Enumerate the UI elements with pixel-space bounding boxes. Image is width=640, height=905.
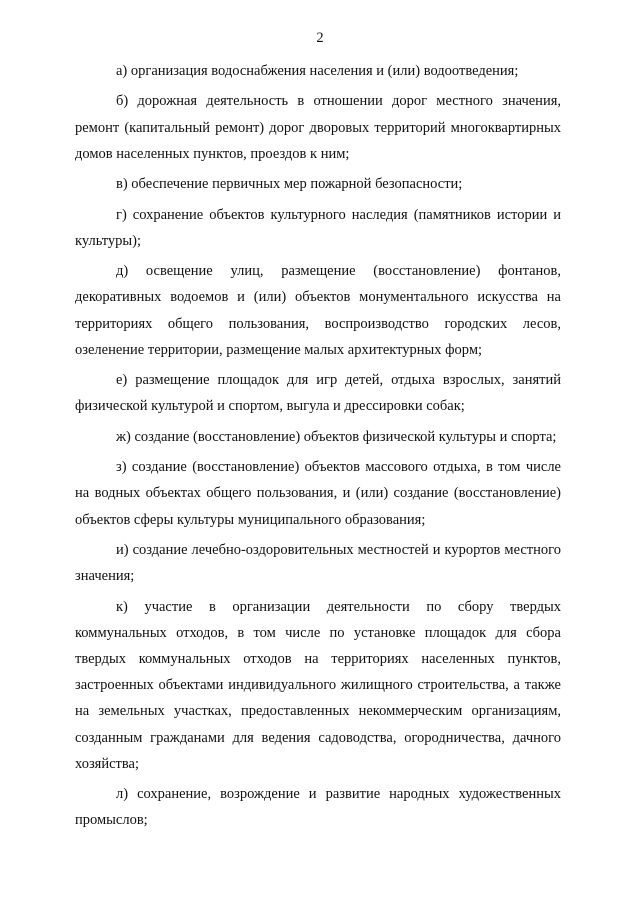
list-item-i: и) создание лечебно-оздоровительных местностей и курортов местного значения; xyxy=(75,541,561,585)
list-item-l: л) сохранение, возрождение и развитие народных художественных промыслов; xyxy=(75,786,561,829)
list-item-b: б) дорожная деятельность в отношении дорог местного значения, ремонт (капитальный ремонт) дорог дворовых территорий многоквартирных домов населенных пунктов, проездов к ним; xyxy=(75,93,561,162)
list-item-v: в) обеспечение первичных мер пожарной безопасности; xyxy=(116,176,463,193)
document-body xyxy=(75,58,561,838)
list-item-a: а) организация водоснабжения населения и (или) водоотведения; xyxy=(116,63,519,79)
list-item-zh: ж) создание (восстановление) объектов физической культуры и спорта; xyxy=(116,428,557,445)
list-item-z: з) создание (восстановление) объектов массового отдыха, в том числе на водных объектах общего пользования, и (или) создание (восстановление) объектов сферы культуры муниципального образования; xyxy=(75,459,561,528)
list-item-k: к) участие в организации деятельности по сбору твердых коммунальных отходов, в том числе по установке площадок для сбора твердых коммунальных отходов на территориях населенных пунктов, застроенных объектами индивидуального жилищного строительства, а также на земельных участках, предоставленных некоммерческим организациям, созданным гражданами для ведения садоводства, огородничества, дачного хозяйства; xyxy=(75,598,561,772)
page-number: 2 xyxy=(316,30,324,46)
list-item-d: д) освещение улиц, размещение (восстановление) фонтанов, декоративных водоемов и (или) объектов монументального искусства на территориях общего пользования, воспроизводство городских лесов, озеленение территории, размещение малых архитектурных форм; xyxy=(75,263,561,358)
list-item-e: е) размещение площадок для игр детей, отдыха взрослых, занятий физической культурой и спортом, выгула и дрессировки собак; xyxy=(75,372,561,415)
list-item-g: г) сохранение объектов культурного наследия (памятников истории и культуры); xyxy=(75,206,561,249)
